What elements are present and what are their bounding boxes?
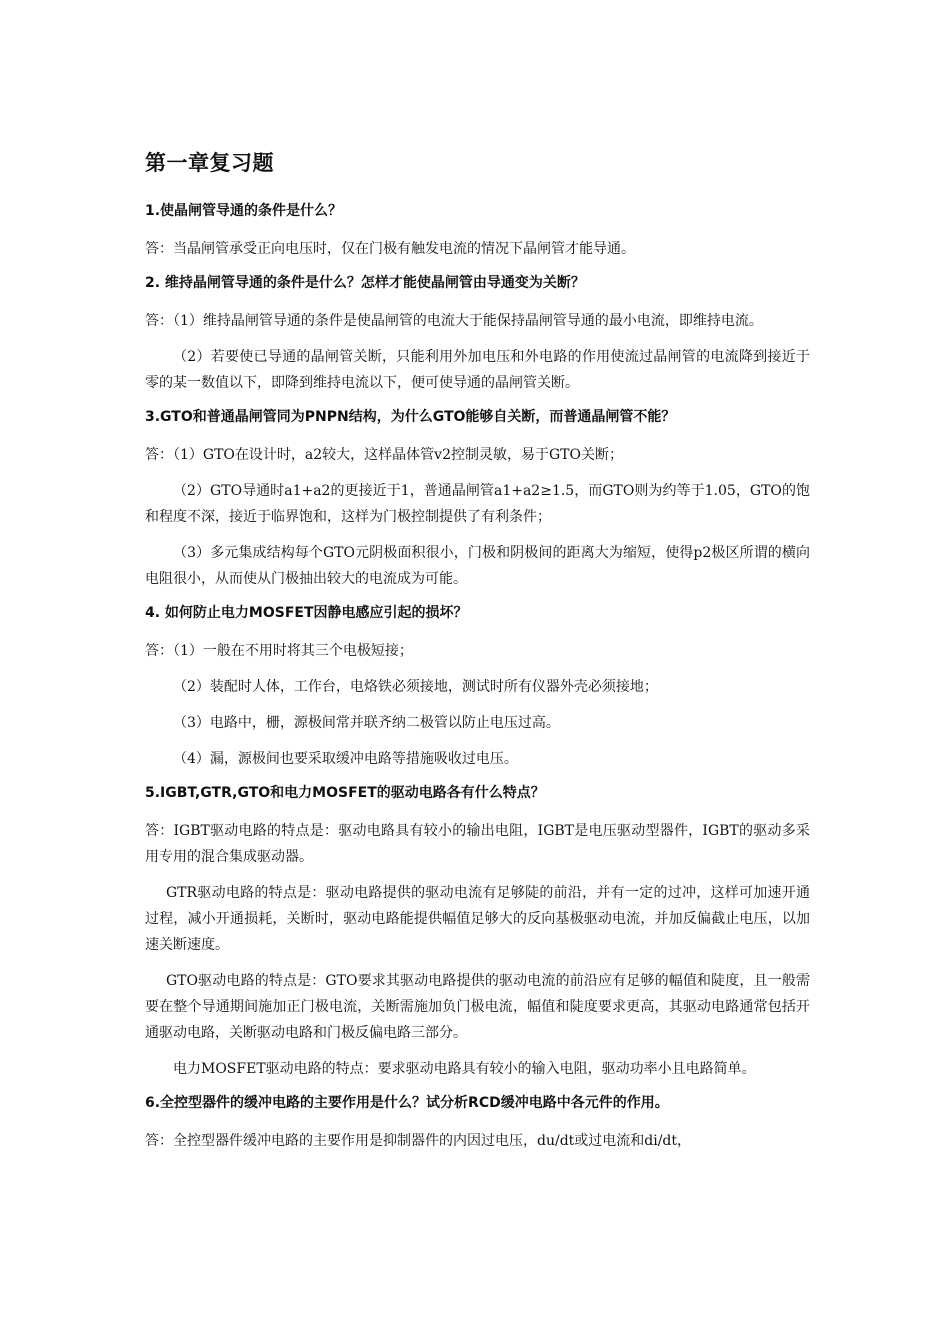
answer-paragraph: （3）电路中，栅，源极间常并联齐纳二极管以防止电压过高。 (173, 715, 560, 731)
document-page (145, 148, 810, 1164)
answer-paragraph: 答：IGBT驱动电路的特点是：驱动电路具有较小的输出电阻，IGBT是电压驱动型器件，IGBT的驱动多采用专用的混合集成驱动器。 (145, 823, 810, 865)
answer-paragraph: 答：全控型器件缓冲电路的主要作用是抑制器件的内因过电压，du/dt或过电流和di/dt， (145, 1133, 692, 1149)
answer-paragraph: 电力MOSFET驱动电路的特点：要求驱动电路具有较小的输入电阻，驱动功率小且电路简单。 (173, 1061, 756, 1077)
answer-paragraph: （2）装配时人体，工作台，电烙铁必须接地，测试时所有仪器外壳必须接地； (173, 679, 658, 695)
answer-paragraph: （2）若要使已导通的晶闸管关断，只能利用外加电压和外电路的作用使流过晶闸管的电流降到接近于零的某一数值以下，即降到维持电流以下，便可使导通的晶闸管关断。 (145, 349, 810, 391)
answer-paragraph: （2）GTO导通时a1+a2的更接近于1，普通晶闸管a1+a2≥1.5，而GTO则为约等于1.05，GTO的饱和程度不深，接近于临界饱和，这样为门极控制提供了有利条件； (145, 483, 810, 525)
question-heading: 3.GTO和普通晶闸管同为PNPN结构，为什么GTO能够自关断，而普通晶闸管不能？ (145, 409, 676, 425)
answer-paragraph: GTO驱动电路的特点是：GTO要求其驱动电路提供的驱动电流的前沿应有足够的幅值和陡度，且一般需要在整个导通期间施加正门极电流，关断需施加负门极电流，幅值和陡度要求更高，其驱动电路通常包括开通驱动电路，关断驱动电路和门极反偏电路三部分。 (145, 973, 810, 1041)
answer-paragraph: 答：（1）一般在不用时将其三个电极短接； (145, 643, 413, 659)
question-heading: 4. 如何防止电力MOSFET因静电感应引起的损坏？ (145, 605, 468, 621)
question-heading: 5.IGBT,GTR,GTO和电力MOSFET的驱动电路各有什么特点？ (145, 785, 545, 801)
question-heading: 6.全控型器件的缓冲电路的主要作用是什么？试分析RCD缓冲电路中各元件的作用。 (145, 1095, 669, 1111)
question-heading: 1.使晶闸管导通的条件是什么？ (145, 203, 343, 219)
answer-paragraph: 答：（1）维持晶闸管导通的条件是使晶闸管的电流大于能保持晶闸管导通的最小电流，即维持电流。 (145, 313, 763, 329)
answer-paragraph: GTR驱动电路的特点是：驱动电路提供的驱动电流有足够陡的前沿，并有一定的过冲，这样可加速开通过程，减小开通损耗，关断时，驱动电路能提供幅值足够大的反向基极驱动电流，并加反偏截止电压，以加速关断速度。 (145, 885, 810, 953)
answer-paragraph: （3）多元集成结构每个GTO元阴极面积很小，门极和阴极间的距离大为缩短，使得p2极区所谓的横向电阻很小，从而使从门极抽出较大的电流成为可能。 (145, 545, 810, 587)
answer-paragraph: 答：（1）GTO在设计时，a2较大，这样晶体管v2控制灵敏，易于GTO关断； (145, 447, 623, 463)
page-title: 第一章复习题 (145, 151, 274, 175)
answer-paragraph: （4）漏，源极间也要采取缓冲电路等措施吸收过电压。 (173, 751, 518, 767)
question-heading: 2. 维持晶闸管导通的条件是什么？怎样才能使晶闸管由导通变为关断？ (145, 275, 585, 291)
answer-paragraph: 答：当晶闸管承受正向电压时，仅在门极有触发电流的情况下晶闸管才能导通。 (145, 241, 635, 257)
document-body (145, 200, 810, 1154)
